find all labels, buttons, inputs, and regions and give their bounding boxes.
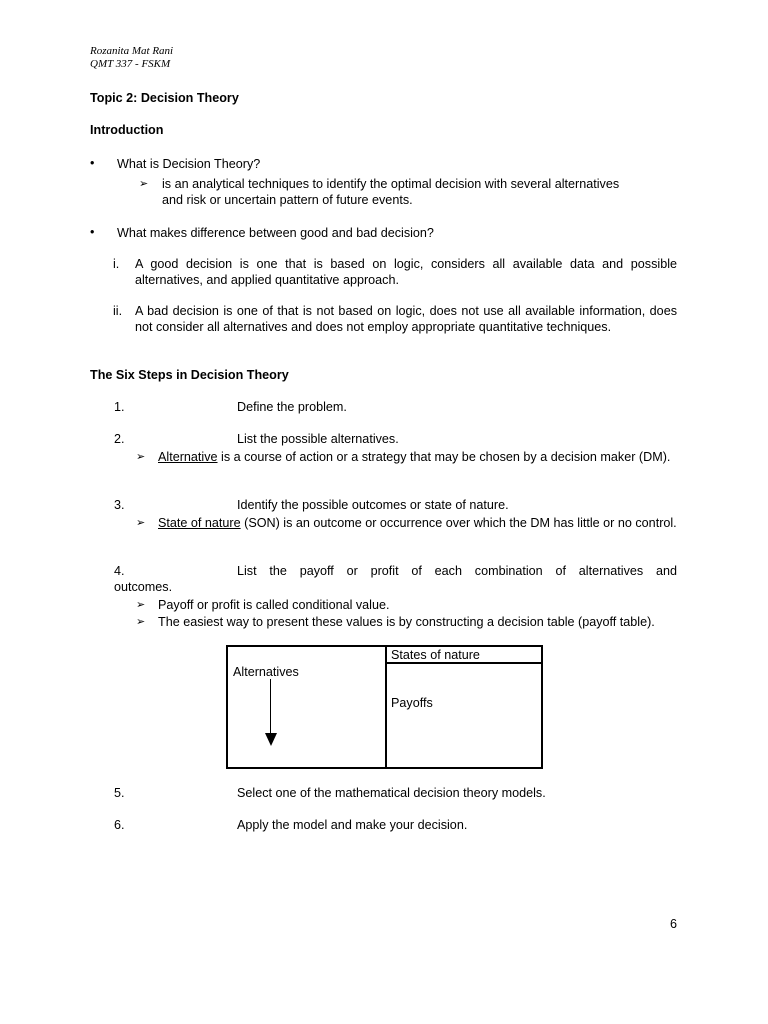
- step-3-text: Identify the possible outcomes or state of nature.: [237, 498, 509, 512]
- topic-title: Topic 2: Decision Theory: [90, 91, 239, 105]
- table-row-header: Alternatives: [233, 665, 299, 679]
- step-4-line1: List the payoff or profit of each combination of alternatives and: [237, 564, 677, 578]
- page-number: 6: [670, 917, 678, 931]
- step-number: 2.: [114, 432, 125, 446]
- list-num-i: i.: [113, 257, 120, 271]
- step-4-line2: outcomes.: [114, 580, 173, 594]
- definition-line2: and risk or uncertain pattern of future events.: [162, 193, 413, 207]
- alternative-definition: [158, 449, 677, 465]
- arrow-bullet-icon: ➢: [136, 517, 146, 529]
- step-6-text: Apply the model and make your decision.: [237, 818, 468, 832]
- decision-table-note: The easiest way to present these values is by constructing a decision table (payoff table).: [158, 615, 655, 629]
- bullet-dot: •: [90, 225, 95, 239]
- payoff-note: Payoff or profit is called conditional value.: [158, 598, 390, 612]
- bullet-dot: •: [90, 156, 95, 170]
- good-decision-text: A good decision is one that is based on logic, considers all available data and possible alternatives, and applied quantitative approach.: [135, 257, 677, 287]
- son-def-text: (SON) is an outcome or occurrence over which the DM has little or no control.: [240, 516, 677, 530]
- table-col-header: States of nature: [391, 648, 480, 662]
- step-number: 4.: [114, 564, 125, 578]
- term-alternative: Alternative: [158, 450, 218, 464]
- bullet-question-1: What is Decision Theory?: [117, 157, 261, 171]
- arrow-bullet-icon: ➢: [139, 178, 149, 190]
- step-2-text: List the possible alternatives.: [237, 432, 399, 446]
- down-arrow-icon: [270, 679, 271, 734]
- definition-line1: is an analytical techniques to identify the optimal decision with several alternatives: [162, 177, 620, 191]
- list-num-ii: ii.: [113, 304, 123, 318]
- step-number: 6.: [114, 818, 125, 832]
- step-1-text: Define the problem.: [237, 400, 347, 414]
- arrow-bullet-icon: ➢: [136, 599, 146, 611]
- steps-heading: The Six Steps in Decision Theory: [90, 368, 289, 382]
- intro-heading: Introduction: [90, 123, 164, 137]
- alternative-def-text: is a course of action or a strategy that may be chosen by a decision maker (DM).: [217, 450, 671, 464]
- bad-decision-text: A bad decision is one of that is not based on logic, does not use all available information, does not consider all alternatives and does not employ appropriate quantitative techniques.: [135, 304, 677, 334]
- step-5-text: Select one of the mathematical decision theory models.: [237, 786, 546, 800]
- table-payoffs-cell: Payoffs: [391, 696, 433, 710]
- arrow-bullet-icon: ➢: [136, 616, 146, 628]
- son-definition: [158, 515, 677, 531]
- bullet-question-2: What makes difference between good and bad decision?: [117, 226, 434, 240]
- arrow-bullet-icon: ➢: [136, 451, 146, 463]
- step-number: 5.: [114, 786, 125, 800]
- term-state-of-nature: State of nature: [158, 516, 241, 530]
- course-code: QMT 337 - FSKM: [90, 58, 171, 70]
- table-divider: [385, 647, 387, 767]
- step-number: 1.: [114, 400, 125, 414]
- down-arrow-icon: [265, 733, 277, 746]
- step-number: 3.: [114, 498, 125, 512]
- decision-table: [226, 645, 543, 769]
- author-name: Rozanita Mat Rani: [90, 45, 174, 57]
